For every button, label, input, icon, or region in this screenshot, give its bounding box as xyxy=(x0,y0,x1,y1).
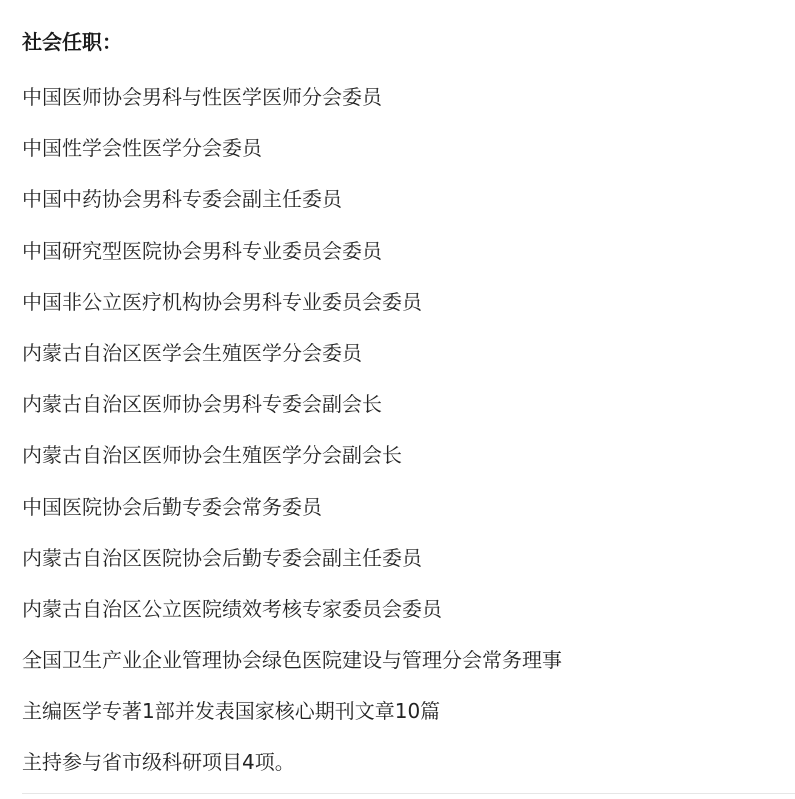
section-heading: 社会任职： xyxy=(22,30,122,54)
list-item: 内蒙古自治区医学会生殖医学分会委员 xyxy=(22,340,362,365)
list-item: 中国医院协会后勤专委会常务委员 xyxy=(22,494,322,519)
social-positions-section xyxy=(22,26,782,799)
list-item: 内蒙古自治区医院协会后勤专委会副主任委员 xyxy=(22,545,422,570)
list-item: 主持参与省市级科研项目4项。 xyxy=(22,750,295,775)
list-item: 中国中药协会男科专委会副主任委员 xyxy=(22,187,342,212)
list-item: 主编医学专著1部并发表国家核心期刊文章10篇 xyxy=(22,699,441,724)
bottom-divider xyxy=(22,793,795,794)
list-item: 内蒙古自治区公立医院绩效考核专家委员会委员 xyxy=(22,596,442,621)
list-item: 中国性学会性医学分会委员 xyxy=(22,136,262,161)
positions-list xyxy=(22,82,782,778)
list-item: 中国医师协会男科与性医学医师分会委员 xyxy=(22,85,382,109)
list-item: 中国研究型医院协会男科专业委员会委员 xyxy=(22,238,382,263)
list-item: 内蒙古自治区医师协会生殖医学分会副会长 xyxy=(22,443,402,468)
list-item: 全国卫生产业企业管理协会绿色医院建设与管理分会常务理事 xyxy=(22,648,562,673)
list-item: 内蒙古自治区医师协会男科专委会副会长 xyxy=(22,392,382,417)
list-item: 中国非公立医疗机构协会男科专业委员会委员 xyxy=(22,289,422,314)
